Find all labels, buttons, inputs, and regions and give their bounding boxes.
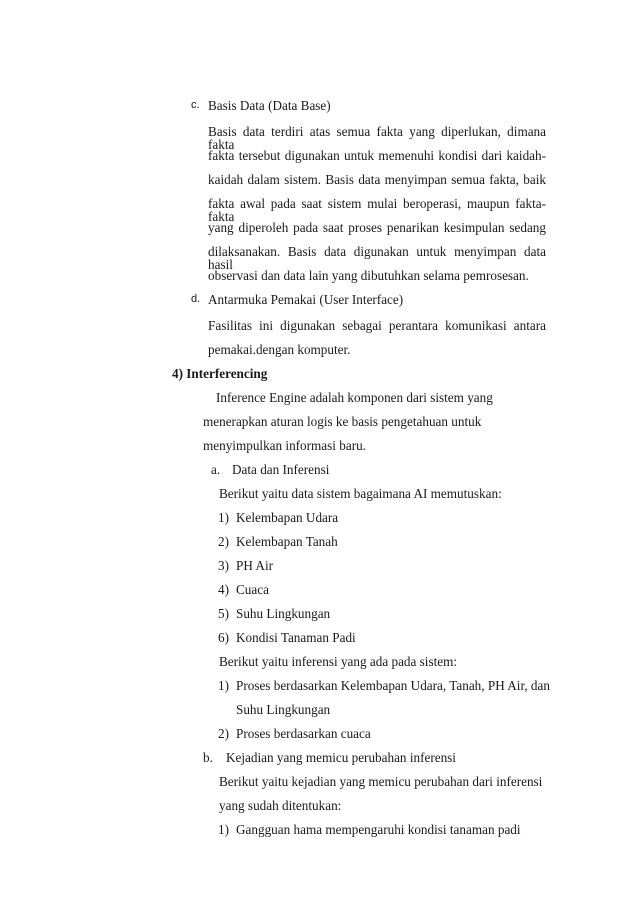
heading-basis-data: Basis Data (Data Base)	[208, 98, 331, 113]
list-item: Kondisi Tanaman Padi	[236, 630, 356, 645]
paragraph-line: Inference Engine adalah komponen dari sistem yang	[216, 390, 493, 405]
list-marker-b: b.	[203, 750, 213, 765]
paragraph-line: yang sudah ditentukan:	[219, 798, 342, 813]
list-number: 1)	[218, 510, 229, 525]
list-number: 2)	[218, 534, 229, 549]
list-number: 1)	[218, 678, 229, 693]
paragraph-line: fakta awal pada saat sistem mulai beroperasi, maupun fakta-fakta	[208, 196, 546, 225]
list-number: 4)	[218, 582, 229, 597]
list-marker-c: c.	[191, 99, 200, 111]
list-item: Proses berdasarkan cuaca	[236, 726, 371, 741]
list-item: Proses berdasarkan Kelembapan Udara, Tanah, PH Air, dan	[236, 678, 550, 693]
list-number: 1)	[218, 822, 229, 837]
paragraph-line: kaidah dalam sistem. Basis data menyimpan semua fakta, baik	[208, 172, 546, 187]
list-item: Kelembapan Udara	[236, 510, 339, 525]
list-number: 2)	[218, 726, 229, 741]
list-item: Cuaca	[236, 582, 269, 597]
list-number: 3)	[218, 558, 229, 573]
list-marker-d: d.	[191, 293, 201, 305]
paragraph-line: Fasilitas ini digunakan sebagai perantara komunikasi antara	[208, 318, 546, 333]
paragraph-line: Basis data terdiri atas semua fakta yang diperlukan, dimana fakta	[208, 124, 546, 153]
paragraph-line: yang diperoleh pada saat proses penarikan kesimpulan sedang	[208, 220, 546, 235]
paragraph-line: Berikut yaitu kejadian yang memicu perubahan dari inferensi	[219, 774, 543, 789]
list-number: 5)	[218, 606, 229, 621]
paragraph-line: menyimpulkan informasi baru.	[203, 438, 366, 453]
list-number: 6)	[218, 630, 229, 645]
heading-antarmuka: Antarmuka Pemakai (User Interface)	[208, 292, 404, 307]
list-item: Suhu Lingkungan	[236, 606, 331, 621]
heading-kejadian: Kejadian yang memicu perubahan inferensi	[226, 750, 456, 765]
paragraph-line: Berikut yaitu inferensi yang ada pada sistem:	[219, 654, 458, 669]
list-marker-a: a.	[211, 462, 221, 477]
list-item-continuation: Suhu Lingkungan	[236, 702, 331, 717]
heading-data-inferensi: Data dan Inferensi	[232, 462, 330, 477]
list-item: PH Air	[236, 558, 274, 573]
paragraph-line: fakta tersebut digunakan untuk memenuhi kondisi dari kaidah-	[208, 148, 546, 163]
list-item: Kelembapan Tanah	[236, 534, 338, 549]
paragraph-line: menerapkan aturan logis ke basis pengetahuan untuk	[203, 414, 482, 429]
paragraph-line: observasi dan data lain yang dibutuhkan selama pemrosesan.	[208, 268, 529, 283]
list-item: Gangguan hama mempengaruhi kondisi tanaman padi	[236, 822, 521, 837]
paragraph-line: Berikut yaitu data sistem bagaimana AI memutuskan:	[219, 486, 502, 501]
paragraph-line: dilaksanakan. Basis data digunakan untuk menyimpan data hasil	[208, 244, 546, 273]
heading-interferencing: 4) Interferencing	[172, 366, 268, 381]
paragraph-line: pemakai.dengan komputer.	[208, 342, 351, 357]
